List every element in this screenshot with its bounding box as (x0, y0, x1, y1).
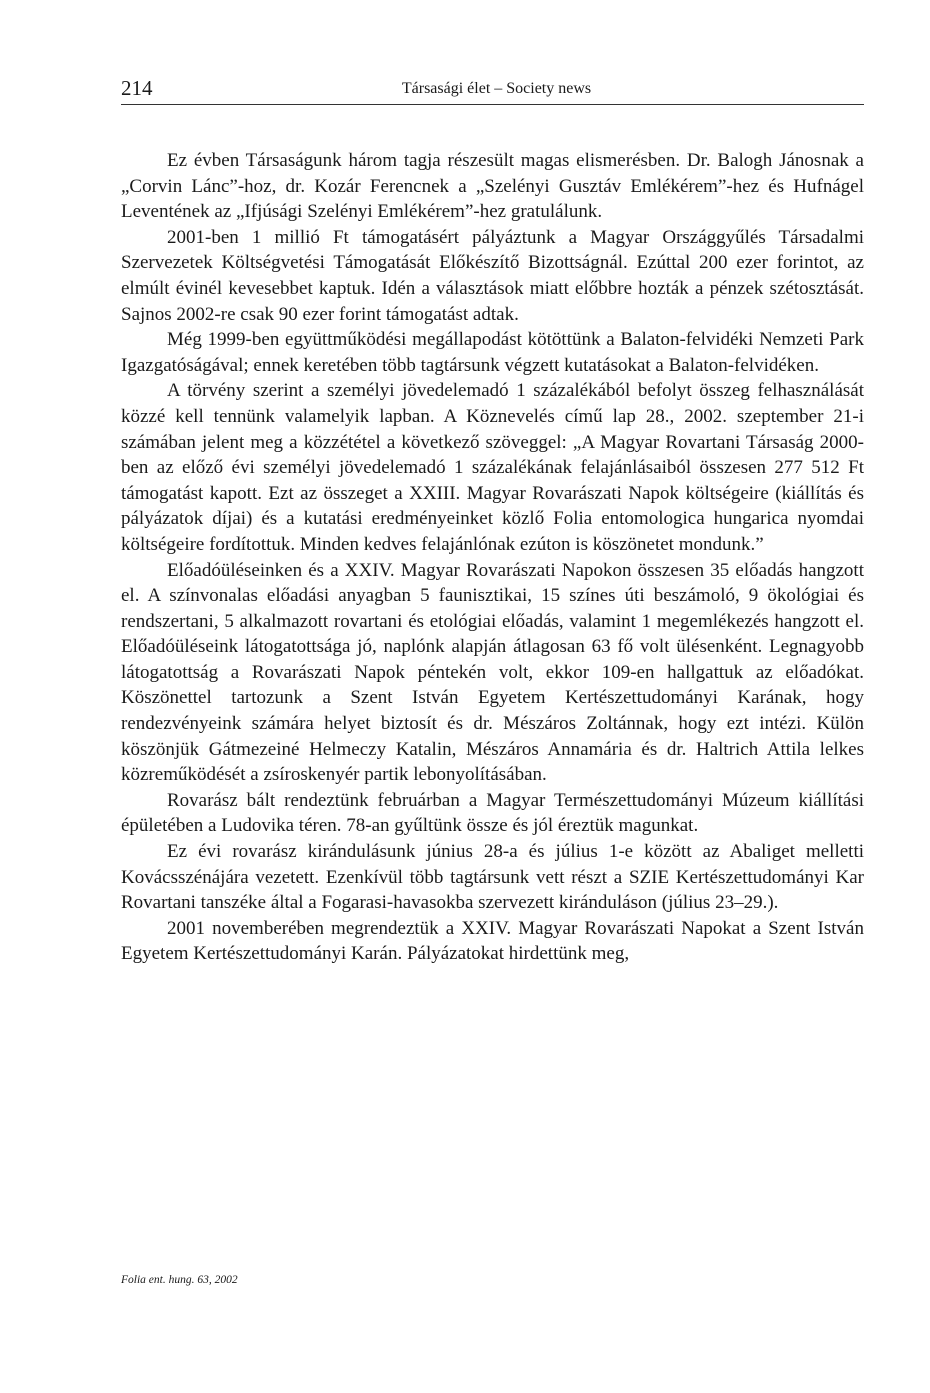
page-number: 214 (121, 76, 153, 100)
page-header (121, 74, 864, 105)
paragraph-ball: Rovarász bált rendeztünk februárban a Magyar Természettudományi Múzeum kiállítási épületében a Ludovika téren. 78-an gyűltünk össze és jól éreztük magunkat. (121, 789, 864, 837)
paragraph-tax-donation: A törvény szerint a személyi jövedelemadó 1 százalékából befolyt összeg felhasználását közzé kell tennünk valamelyik lapban. A Köznevelés című lap 28., 2002. szeptember 21-i számában jelent meg a közzététel a következő szöveggel: „A Magyar Rovartani Társaság 2000-ben az előző évi személyi jövedelemadó 1 százalékának felajánlásaiból összesen 277 512 Ft támogatást kapott. Ezt az összeget a XXIII. Magyar Rovarászati Napok költségeire (kiállítás és pályázatok díjai) és a kutatási eredményeinket közlő Folia entomologica hungarica nyomdai költségeire fordítottuk. Minden kedves felajánlónak ezúton is köszönetet mondunk.” (121, 380, 864, 555)
body-text (121, 148, 864, 967)
paragraph-lectures: Előadóüléseinken és a XXIV. Magyar Rovarászati Napokon összesen 35 előadás hangzott el. A színvonalas előadási anyagban 5 faunisztikai, 15 színes úti beszámoló, 9 ökológiai és rendszertani, 5 alkalmazott rovartani és etológiai előadás, valamint 1 megemlékezés hangzott el. Előadóüléseink látogatottsága jó, naplónk alapján átlagosan 63 fő volt ülésenként. Legnagyobb látogatottság a Rovarászati Napok péntekén volt, ekkor 109-en hallgattuk az előadókat. Köszönettel tartozunk a Szent István Egyetem Kertészettudományi Karának, hogy rendezvényeink számára helyet biztosít és dr. Mészáros Zoltánnak, hogy ezt intézi. Külön köszönjük Gátmezeiné Helmeczy Katalin, Mészáros Annamária és dr. Haltrich Attila lelkes közreműködését a zsíroskenyér partik lebonyolításában. (121, 559, 864, 786)
running-head: Társasági élet – Society news (401, 80, 592, 97)
paragraph-excursion: Ez évi rovarász kirándulásunk június 28-a és július 1-e között az Abaliget melletti Kovácsszénájára vezetett. Ezenkívül több tagtársunk vett részt a SZIE Kertészettudományi Kar Rovartani tanszéke által a Fogarasi-havasokba szervezett kiránduláson (július 23–29.). (121, 841, 864, 914)
paragraph-entomology-days: 2001 novemberében megrendeztük a XXIV. Magyar Rovarászati Napokat a Szent István Egyetem Kertészettudományi Karán. Pályázatokat hirdettünk meg, (121, 917, 864, 965)
journal-citation: Folia ent. hung. 63, 2002 (121, 1274, 238, 1286)
paragraph-cooperation: Még 1999-ben együttműködési megállapodást kötöttünk a Balaton-felvidéki Nemzeti Park Igazgatóságával; ennek keretében több tagtársunk végzett kutatásokat a Balaton-felvidéken. (121, 329, 864, 376)
paragraph-funding: 2001-ben 1 millió Ft támogatásért pályáztunk a Magyar Országgyűlés Társadalmi Szervezetek Költségvetési Támogatását Előkészítő Bizottságnál. Ezúttal 200 ezer forintot, az elmúlt évinél kevesebbet kaptuk. Idén a választások miatt előbbre hozták a pénzek szétosztását. Sajnos 2002-re csak 90 ezer forint támogatást adtak. (121, 226, 864, 325)
paragraph-awards: Ez évben Társaságunk három tagja részesült magas elismerésben. Dr. Balogh Jánosnak a „Corvin Lánc”-hoz, dr. Kozár Ferencnek a „Szelényi Gusztáv Emlékérem”-hez és Hufnágel Leventének az „Ifjúsági Szelényi Emlékérem”-hez gratulálunk. (121, 150, 864, 223)
